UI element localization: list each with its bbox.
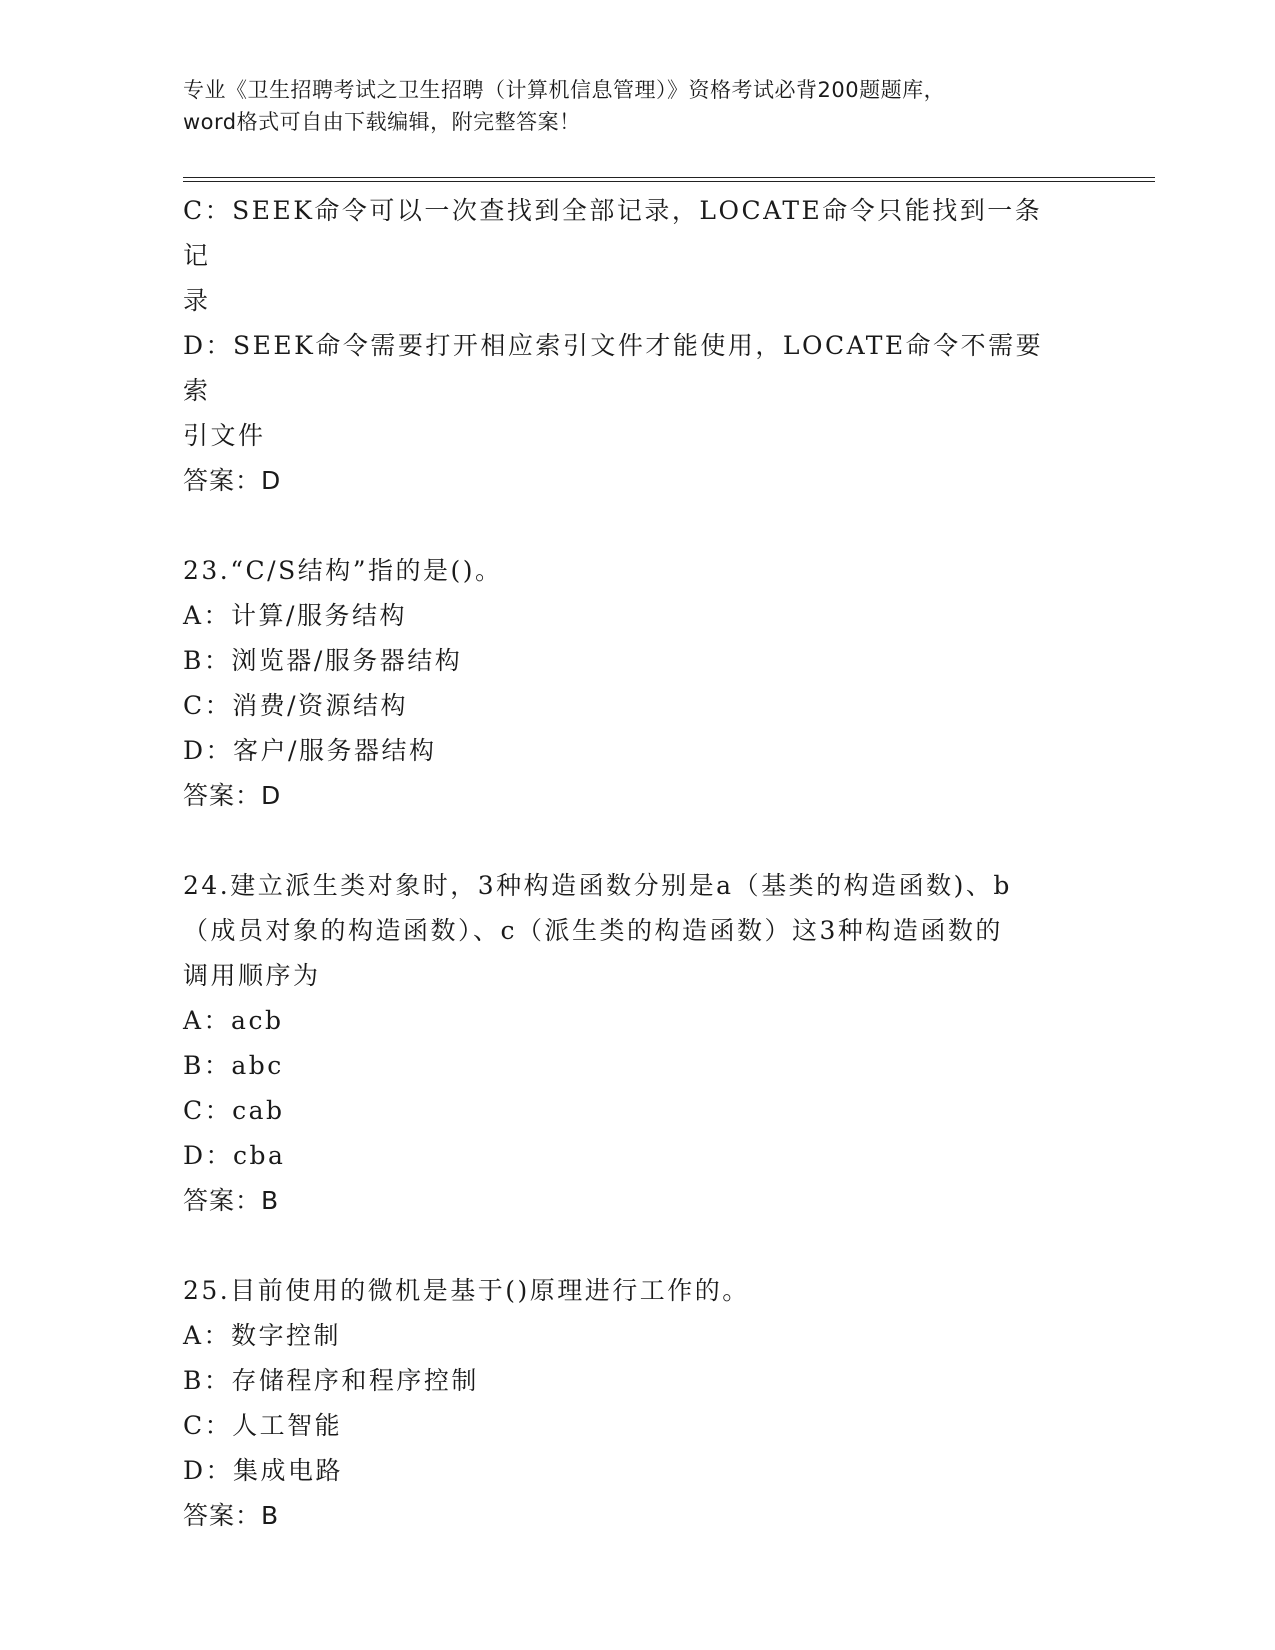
question-22-continued xyxy=(183,188,1063,503)
question-stem-line-1: 24.建立派生类对象时，3种构造函数分别是a（基类的构造函数)、b xyxy=(183,871,1012,900)
question-stem: 25.目前使用的微机是基于()原理进行工作的。 xyxy=(183,1276,750,1305)
answer: 答案：B xyxy=(183,1501,280,1530)
option-a: A：计算/服务结构 xyxy=(183,601,407,630)
question-stem: 23.“C/S结构”指的是()。 xyxy=(183,556,503,585)
answer: 答案：B xyxy=(183,1186,280,1215)
document-header xyxy=(183,74,1083,138)
option-d-line-2: 引文件 xyxy=(183,421,266,450)
option-d: D：cba xyxy=(183,1141,286,1170)
option-b: B：浏览器/服务器结构 xyxy=(183,646,463,675)
option-b: B：存储程序和程序控制 xyxy=(183,1366,479,1395)
option-c: C：人工智能 xyxy=(183,1411,343,1440)
option-d: D：客户/服务器结构 xyxy=(183,736,437,765)
option-d-line-1: D：SEEK命令需要打开相应索引文件才能使用，LOCATE命令不需要索 xyxy=(183,331,1044,405)
spacer xyxy=(183,1223,1063,1268)
question-23 xyxy=(183,548,1063,818)
answer: 答案：D xyxy=(183,781,282,810)
document-body xyxy=(183,188,1063,1538)
question-25 xyxy=(183,1268,1063,1538)
option-c-line-1: C：SEEK命令可以一次查找到全部记录，LOCATE命令只能找到一条记 xyxy=(183,196,1043,270)
spacer xyxy=(183,503,1063,548)
question-24 xyxy=(183,863,1063,1223)
header-title-line-2: word格式可自由下载编辑，附完整答案！ xyxy=(183,110,581,134)
header-title-line-1: 专业《卫生招聘考试之卫生招聘（计算机信息管理）》资格考试必背200题题库， xyxy=(183,78,946,102)
spacer xyxy=(183,818,1063,863)
option-a: A：acb xyxy=(183,1006,284,1035)
option-c-line-2: 录 xyxy=(183,286,211,315)
option-b: B：abc xyxy=(183,1051,284,1080)
question-stem-line-3: 调用顺序为 xyxy=(183,961,321,990)
option-c: C：消费/资源结构 xyxy=(183,691,409,720)
option-a: A：数字控制 xyxy=(183,1321,342,1350)
header-divider xyxy=(183,177,1155,182)
option-d: D：集成电路 xyxy=(183,1456,344,1485)
answer: 答案：D xyxy=(183,466,282,495)
option-c: C：cab xyxy=(183,1096,285,1125)
question-stem-line-2: （成员对象的构造函数）、c（派生类的构造函数）这3种构造函数的 xyxy=(183,916,1003,945)
